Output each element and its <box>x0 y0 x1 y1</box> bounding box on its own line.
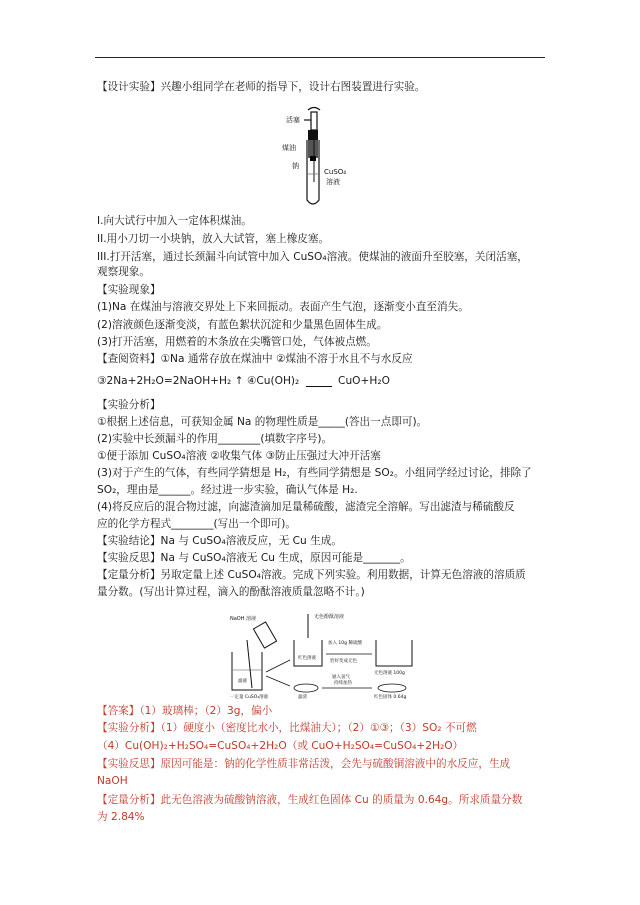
equations-right: CuO+H₂O <box>338 375 390 387</box>
label-red-solution: 红色溶液 <box>298 656 316 661</box>
beaker-left <box>232 652 262 690</box>
answer-reflection-line-1: 【实验反思】原因可能是：钠的化学性质非常活泼，会先与硫酸铜溶液中的水反应，生成 <box>97 758 511 770</box>
reflection: 【实验反思】Na 与 CuSO₄溶液无 Cu 生成，原因可能是_______。 <box>97 552 411 564</box>
quant-analysis-line-1: 【定量分析】另取定量上述 CuSO₄溶液。完成下列实验。利用数据，计算无色溶液的溶质质 <box>97 569 526 581</box>
arrow-up-branch <box>266 660 290 672</box>
funnel-tube <box>311 112 317 130</box>
apparatus-diagram <box>270 108 370 213</box>
label-acid: 加入 10g 稀硫酸 <box>328 641 362 646</box>
step-3-line-2: 观察现象。 <box>97 266 150 278</box>
analysis-q3-line-1: (3)对于产生的气体，有些同学猜想是 H₂，有些同学猜想是 SO₂。小组同学经过讨论，排除了 <box>97 467 532 479</box>
header-rule <box>95 57 545 58</box>
residue-dish <box>294 684 318 692</box>
answer-line-1: 【答案】（1）玻璃棒；（2）3g，偏小 <box>97 705 273 717</box>
step-3-line-1: III.打开活塞，通过长颈漏斗向试管中加入 CuSO₄溶液。使煤油的液面升至胶塞，关闭活塞， <box>97 251 528 263</box>
label-cuso4: CuSO₄ <box>324 168 347 176</box>
analysis-q1: ①根据上述信息，可获知金属 Na 的物理性质是_____(答出一点即可)。 <box>97 416 428 428</box>
label-red-solid: 红色固体 0.64g <box>374 695 407 700</box>
glass-rod <box>247 640 252 688</box>
phenomenon-1: (1)Na 在煤油与溶液交界处上下来回振动。表面产生气泡，逐渐变小直至消失。 <box>97 301 469 313</box>
equations-left: ③2Na+2H₂O=2NaOH+H₂ ↑ ④Cu(OH)₂ <box>97 375 300 387</box>
label-residue: 滤渣 <box>298 695 307 700</box>
label-hydrogen: 通入氢气 <box>332 675 350 680</box>
reference-info-1: 【查阅资料】①Na 通常存放在煤油中 ②煤油不溶于水且不与水反应 <box>97 353 413 365</box>
rubber-stopper <box>308 130 318 140</box>
sodium-block <box>310 156 316 161</box>
label-continuous-heat: 持续加热 <box>334 681 352 686</box>
analysis-q4-line-1: (4)将反应后的混合物过滤，向滤渣滴加足量稀硫酸，滤渣完全溶解。写出滤渣与稀硫酸反 <box>97 501 515 513</box>
label-phenolphthalein: 无色酚酞溶液 <box>314 614 345 620</box>
label-just-colorless: 恰好变成无色 <box>330 659 357 664</box>
step-2: II.用小刀切一小块钠，放入大试管，塞上橡皮塞。 <box>97 233 330 245</box>
step-1: I.向大试行中加入一定体积煤油。 <box>97 215 252 227</box>
phenomena-heading: 【实验现象】 <box>97 284 161 296</box>
reference-info-2 <box>97 374 547 388</box>
label-sodium: 钠 <box>292 162 299 170</box>
analysis-q3-line-2: SO₂，理由是______。经过进一步实验，确认气体是 H₂. <box>97 484 358 496</box>
label-solution: 溶液 <box>326 178 340 186</box>
phenomenon-2: (2)溶液颜色逐渐变淡，有蓝色絮状沉淀和少量黑色固体生成。 <box>97 319 388 331</box>
flow-diagram <box>222 610 427 700</box>
label-colorless-100g: 无色溶液 100g <box>374 671 405 676</box>
quant-analysis-line-2: 量分数。(写出计算过程，滴入的酚酞溶液质量忽略不计。) <box>97 586 365 598</box>
beaker-red-solution <box>294 640 322 666</box>
red-solid-dish <box>378 684 406 692</box>
kerosene-layer <box>308 140 318 158</box>
funnel-mouth <box>308 108 320 111</box>
answer-analysis-line-1: 【实验分析】（1）硬度小（密度比水小，比煤油大）；（2）①③；（3）SO₂ 不可燃 <box>97 722 477 734</box>
beaker-colorless <box>376 640 412 666</box>
label-kerosene: 煤油 <box>282 144 296 152</box>
heat-arrow <box>306 376 332 387</box>
answer-reflection-line-2: NaOH <box>97 775 128 787</box>
analysis-heading: 【实验分析】 <box>97 399 161 411</box>
analysis-q2: (2)实验中长颈漏斗的作用________(填数字序号)。 <box>97 433 333 445</box>
answer-quant-line-1: 【定量分析】此无色溶液为硫酸钠溶液，生成红色固体 Cu 的质量为 0.64g。所求质量分数 <box>97 794 523 806</box>
answer-quant-line-2: 为 2.84% <box>97 811 145 823</box>
label-cuso4-amount: 一定量 CuSO₄溶液 <box>230 695 269 700</box>
analysis-q2-options: ①便于添加 CuSO₄溶液 ②收集气体 ③防止压强过大冲开活塞 <box>97 450 381 462</box>
design-experiment-intro: 【设计实验】兴趣小组同学在老师的指导下，设计右图装置进行实验。 <box>97 81 426 93</box>
arrow-down-branch <box>266 676 290 686</box>
label-filtrate: 滤液 <box>238 679 247 684</box>
answer-analysis-line-2: （4）Cu(OH)₂+H₂SO₄=CuSO₄+2H₂O（或 CuO+H₂SO₄=CuSO₄+2H₂O） <box>97 740 464 752</box>
analysis-q4-line-2: 应的化学方程式________(写出一个即可)。 <box>97 518 296 530</box>
naoh-bottle <box>253 622 276 648</box>
phenomenon-3: (3)打开活塞，用燃着的木条放在尖嘴管口处，气体被点燃。 <box>97 336 377 348</box>
label-naoh: NaOH 溶液 <box>230 616 257 622</box>
conclusion: 【实验结论】Na 与 CuSO₄溶液反应，无 Cu 生成。 <box>97 535 342 547</box>
label-valve: 活塞 <box>286 116 300 124</box>
